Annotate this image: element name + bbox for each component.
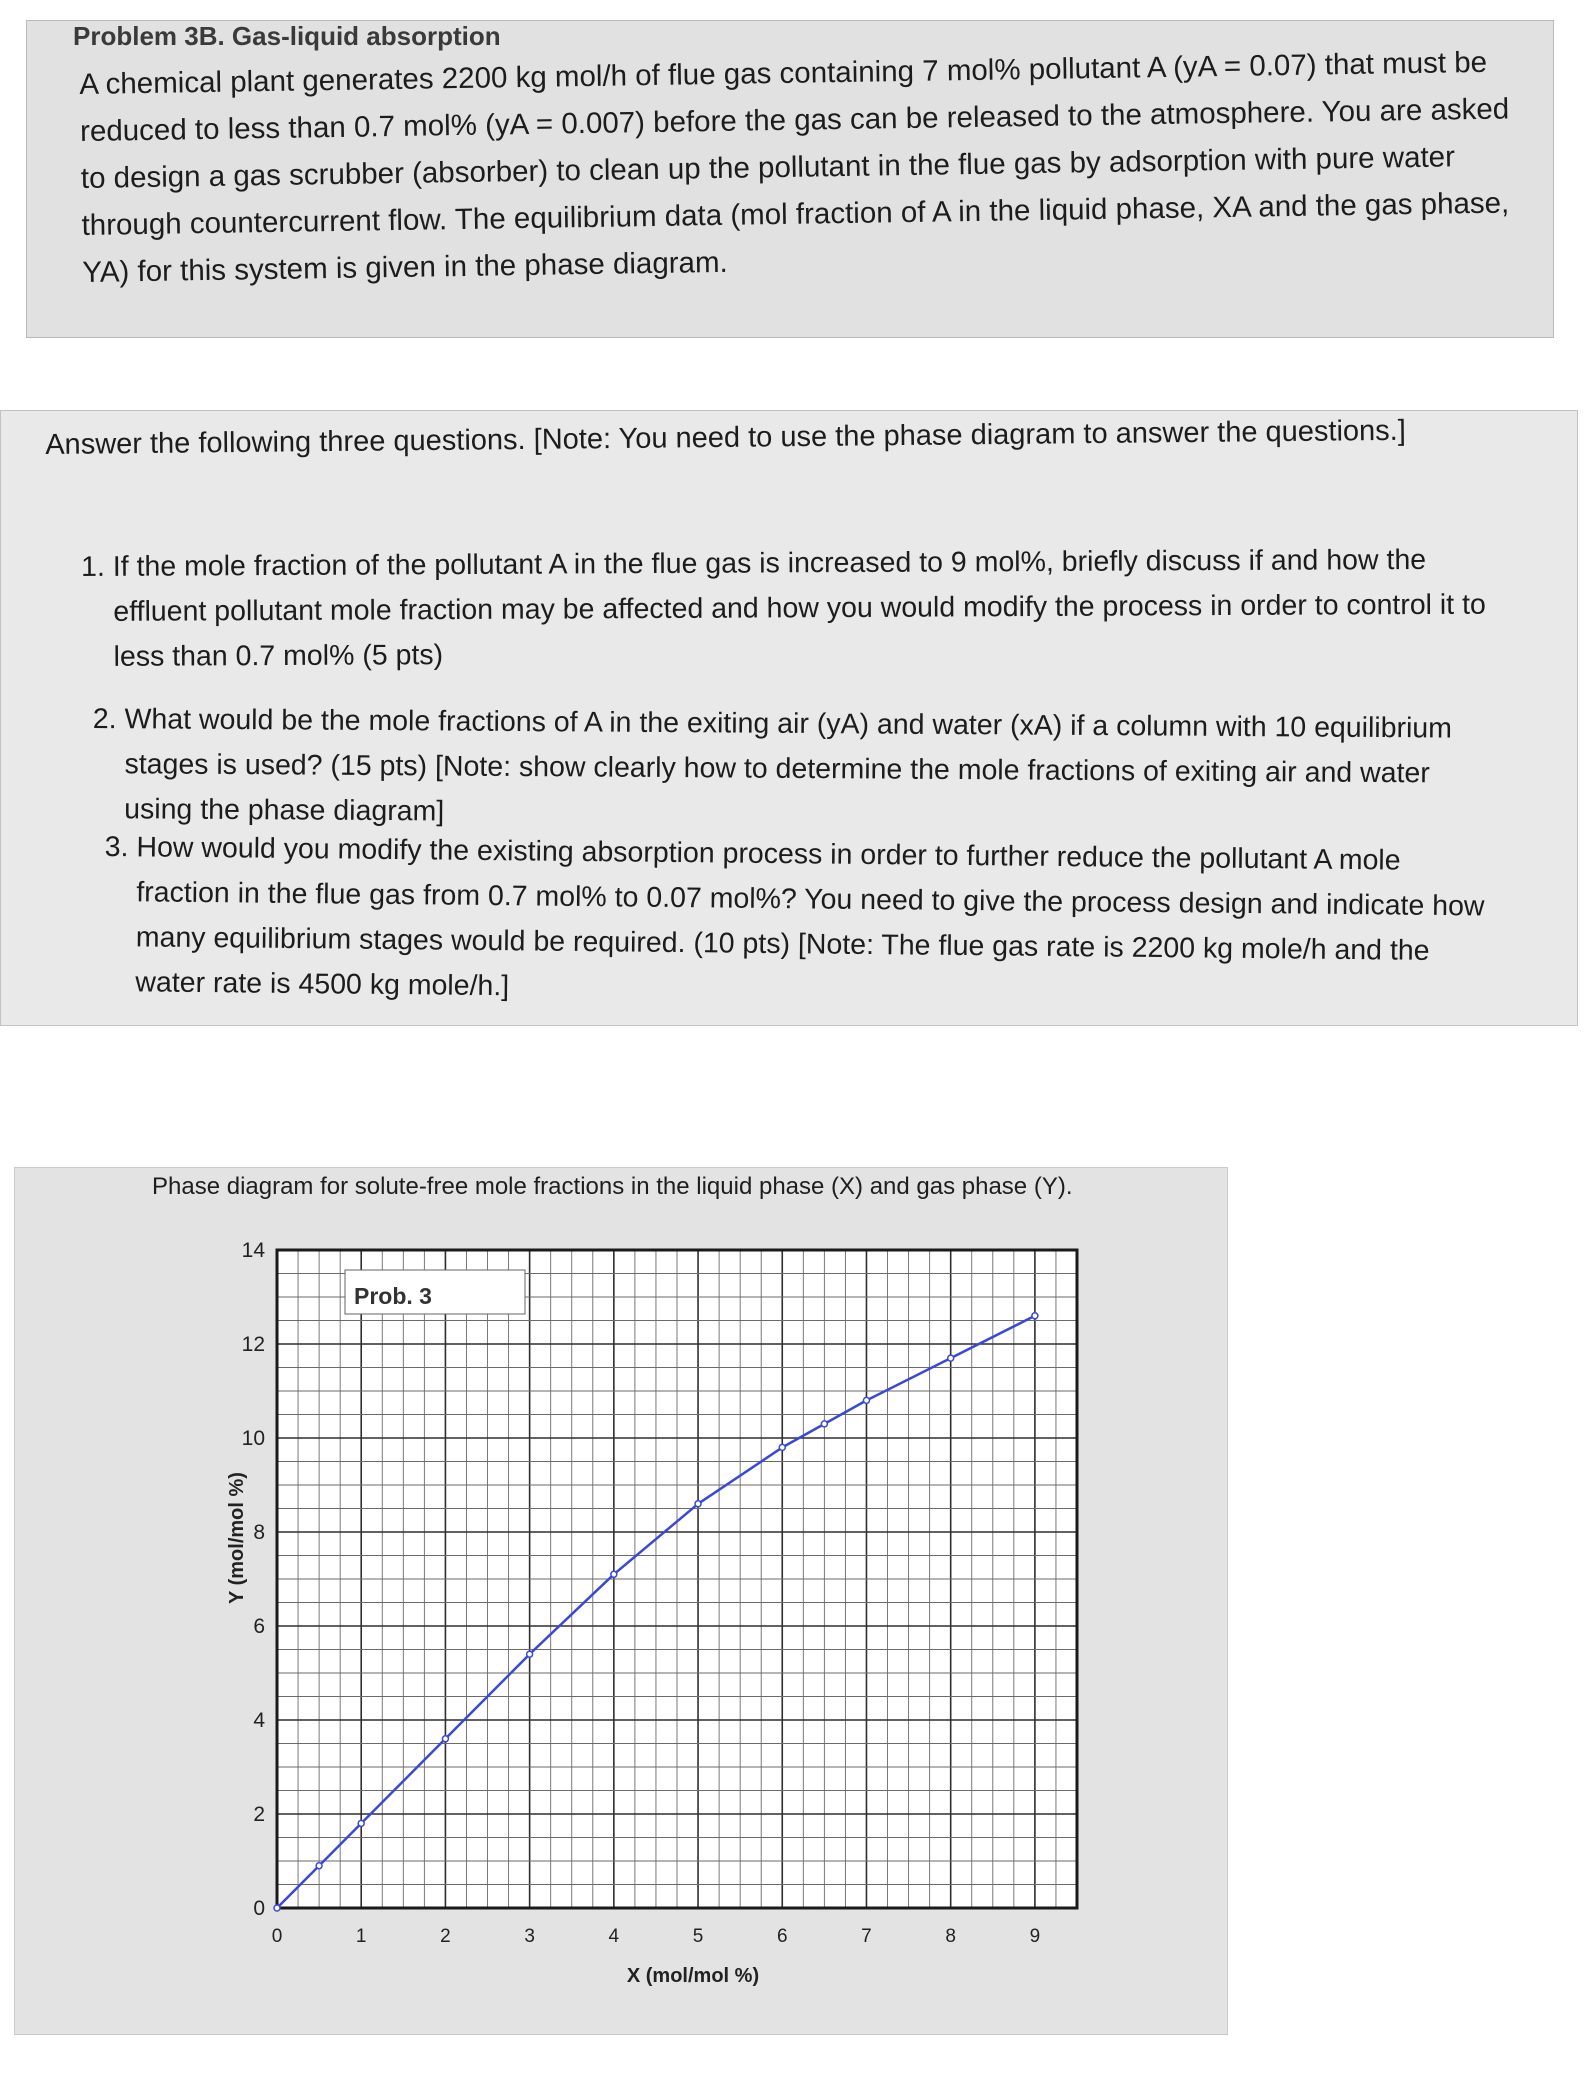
x-tick-label: 8 <box>945 1926 956 1947</box>
data-point <box>611 1571 617 1577</box>
y-tick-label: 14 <box>241 1239 265 1262</box>
y-tick-label: 2 <box>253 1803 265 1826</box>
x-tick-label: 2 <box>440 1926 451 1947</box>
data-point <box>948 1355 954 1361</box>
chart-title: Phase diagram for solute-free mole fractions in the liquid phase (X) and gas phase (Y). <box>152 1173 1073 1200</box>
data-point <box>779 1444 785 1450</box>
y-tick-label: 6 <box>253 1615 265 1638</box>
data-point <box>358 1820 364 1826</box>
y-axis-label: Y (mol/mol %) <box>226 1472 248 1604</box>
y-tick-label: 12 <box>241 1333 265 1356</box>
y-tick-label: 4 <box>253 1709 265 1732</box>
y-tick-label: 8 <box>253 1521 265 1544</box>
x-tick-label: 7 <box>861 1926 872 1947</box>
question-3: 3. How would you modify the existing absorption process in order to further reduce the pollutant A mole fraction in the flue gas from 0.7 mol% to 0.07 mol%? You need to give the process design and indicate how many equilibrium stages would be required. (10 pts) [Note: The flue gas rate is 2200 kg mole/h and the water rate is 4500 kg mole/h.] <box>104 830 1485 1003</box>
problem-title: Problem 3B. Gas-liquid absorption <box>73 21 501 51</box>
x-tick-label: 4 <box>608 1926 620 1947</box>
x-tick-label: 9 <box>1029 1926 1041 1947</box>
data-point <box>527 1651 533 1657</box>
x-tick-label: 0 <box>271 1926 283 1947</box>
data-point <box>316 1863 322 1869</box>
x-tick-label: 3 <box>524 1926 535 1947</box>
data-point <box>863 1397 869 1403</box>
questions-intro: Answer the following three questions. [Note: You need to use the phase diagram to answer the questions.] <box>45 414 1407 461</box>
problem-statement <box>26 20 1554 338</box>
data-point <box>695 1501 701 1507</box>
x-axis-label: X (mol/mol %) <box>626 1965 760 1987</box>
chart-grid <box>277 1250 1077 1908</box>
question-2: 2. What would be the mole fractions of A in the exiting air (yA) and water (xA) if a column with 10 equilibrium stages is used? (15 pts) [Note: show clearly how to determine the mole fractions of exiting air and water using the phase diagram] <box>92 702 1453 828</box>
phase-diagram-chart <box>15 1168 1229 2036</box>
legend-label: Prob. 3 <box>354 1283 432 1309</box>
data-point <box>821 1421 827 1427</box>
data-point <box>1032 1313 1038 1319</box>
data-point <box>274 1905 280 1911</box>
phase-diagram-figure <box>14 1167 1228 2035</box>
chart-legend-box <box>345 1270 525 1314</box>
questions-section <box>0 410 1578 1026</box>
problem-paragraph: A chemical plant generates 2200 kg mol/h of flue gas containing 7 mol% pollutant A (yA = 0.07) that must be reduced to less than 0.7 mol% (yA = 0.007) before the gas can be released to the atmosphere. You are asked to design a gas scrubber (absorber) to clean up the pollutant in the flue gas by adsorption with pure water through countercurrent flow. The equilibrium data (mol fraction of A in the liquid phase, XA and the gas phase, YA) for this system is given in the phase diagram. <box>79 45 1510 289</box>
question-1: 1. If the mole fraction of the pollutant A in the flue gas is increased to 9 mol%, briefly discuss if and how the effluent pollutant mole fraction may be affected and how you would modify the process in order to control it to less than 0.7 mol% (5 pts) <box>81 543 1486 673</box>
x-tick-label: 6 <box>776 1926 788 1947</box>
data-point <box>442 1736 448 1742</box>
y-tick-label: 10 <box>241 1427 265 1450</box>
x-tick-label: 5 <box>692 1926 704 1947</box>
x-tick-label: 1 <box>355 1926 367 1947</box>
y-tick-label: 0 <box>253 1897 265 1920</box>
